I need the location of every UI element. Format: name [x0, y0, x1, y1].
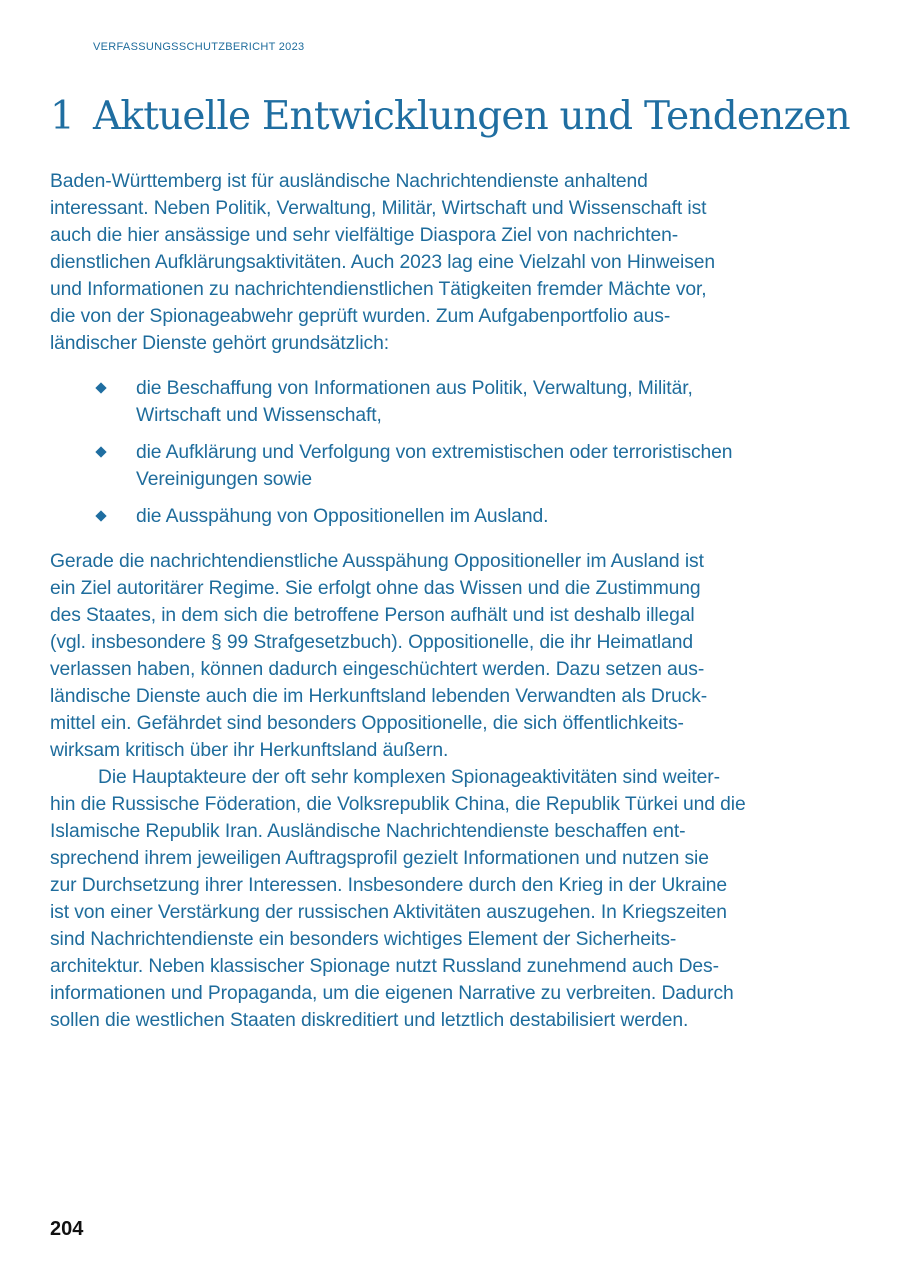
- bullet-line: die Beschaffung von Informationen aus Politik, Verwaltung, Militär,: [136, 378, 693, 399]
- text-line: die von der Spionageabwehr geprüft wurden. Zum Aufgabenportfolio aus-: [50, 306, 671, 327]
- text-line: (vgl. insbesondere § 99 Strafgesetzbuch). Oppositionelle, die ihr Heimatland: [50, 632, 693, 653]
- text-line: zur Durchsetzung ihrer Interessen. Insbesondere durch den Krieg in der Ukraine: [50, 875, 728, 896]
- text-line: des Staates, in dem sich die betroffene Person aufhält und ist deshalb illegal: [50, 605, 695, 626]
- page-number: 204: [50, 1218, 84, 1240]
- text-line: sprechend ihrem jeweiligen Auftragsprofil gezielt Informationen und nutzen sie: [50, 848, 709, 869]
- text-line: wirksam kritisch über ihr Herkunftsland äußern.: [50, 740, 449, 761]
- text-line: Baden-Württemberg ist für ausländische Nachrichtendienste anhaltend: [50, 171, 648, 192]
- text-line: interessant. Neben Politik, Verwaltung, Militär, Wirtschaft und Wissenschaft ist: [50, 198, 707, 219]
- bullet-line: Wirtschaft und Wissenschaft,: [136, 405, 382, 426]
- text-line: Islamische Republik Iran. Ausländische Nachrichtendienste beschaffen ent-: [50, 821, 686, 842]
- text-line: ländische Dienste auch die im Herkunftsland lebenden Verwandten als Druck-: [50, 686, 708, 707]
- text-line: sollen die westlichen Staaten diskreditiert und letztlich destabilisiert werden.: [50, 1010, 689, 1031]
- bullet-item: [50, 439, 830, 493]
- bullet-item: [50, 375, 830, 429]
- text-line: architektur. Neben klassischer Spionage nutzt Russland zunehmend auch Des-: [50, 956, 719, 977]
- bullet-line: Vereinigungen sowie: [136, 469, 313, 490]
- running-header: VERFASSUNGSSCHUTZBERICHT 2023: [93, 41, 305, 53]
- text-line: Gerade die nachrichtendienstliche Ausspähung Oppositioneller im Ausland ist: [50, 551, 704, 572]
- bullet-line: die Ausspähung von Oppositionellen im Ausland.: [136, 506, 549, 527]
- text-line: verlassen haben, können dadurch eingeschüchtert werden. Dazu setzen aus-: [50, 659, 705, 680]
- text-line: sind Nachrichtendienste ein besonders wichtiges Element der Sicherheits-: [50, 929, 677, 950]
- bullet-item: [50, 503, 830, 530]
- text-line: informationen und Propaganda, um die eigenen Narrative zu verbreiten. Dadurch: [50, 983, 734, 1004]
- text-line: mittel ein. Gefährdet sind besonders Oppositionelle, die sich öffentlichkeits-: [50, 713, 684, 734]
- diamond-bullet-icon: [95, 510, 106, 521]
- chapter-title: [50, 94, 850, 139]
- text-line: und Informationen zu nachrichtendienstlichen Tätigkeiten fremder Mächte vor,: [50, 279, 707, 300]
- bullet-list: [50, 375, 830, 540]
- bullet-line: die Aufklärung und Verfolgung von extremistischen oder terroristischen: [136, 442, 733, 463]
- chapter-number: 1: [50, 94, 75, 139]
- text-line: auch die hier ansässige und sehr vielfältige Diaspora Ziel von nachrichten-: [50, 225, 679, 246]
- text-line: ist von einer Verstärkung der russischen Aktivitäten auszugehen. In Kriegszeiten: [50, 902, 727, 923]
- intro-paragraph: [50, 168, 810, 357]
- chapter-title-text: Aktuelle Entwicklungen und Tendenzen: [93, 94, 850, 139]
- text-line: ländischer Dienste gehört grundsätzlich:: [50, 333, 389, 354]
- text-line: ein Ziel autoritärer Regime. Sie erfolgt ohne das Wissen und die Zustimmung: [50, 578, 701, 599]
- text-line: dienstlichen Aufklärungsaktivitäten. Auch 2023 lag eine Vielzahl von Hinweisen: [50, 252, 715, 273]
- text-line: hin die Russische Föderation, die Volksrepublik China, die Republik Türkei und die: [50, 794, 746, 815]
- text-line: Die Hauptakteure der oft sehr komplexen Spionageaktivitäten sind weiter-: [98, 767, 720, 788]
- body-paragraphs: [50, 548, 810, 1034]
- diamond-bullet-icon: [95, 382, 106, 393]
- diamond-bullet-icon: [95, 446, 106, 457]
